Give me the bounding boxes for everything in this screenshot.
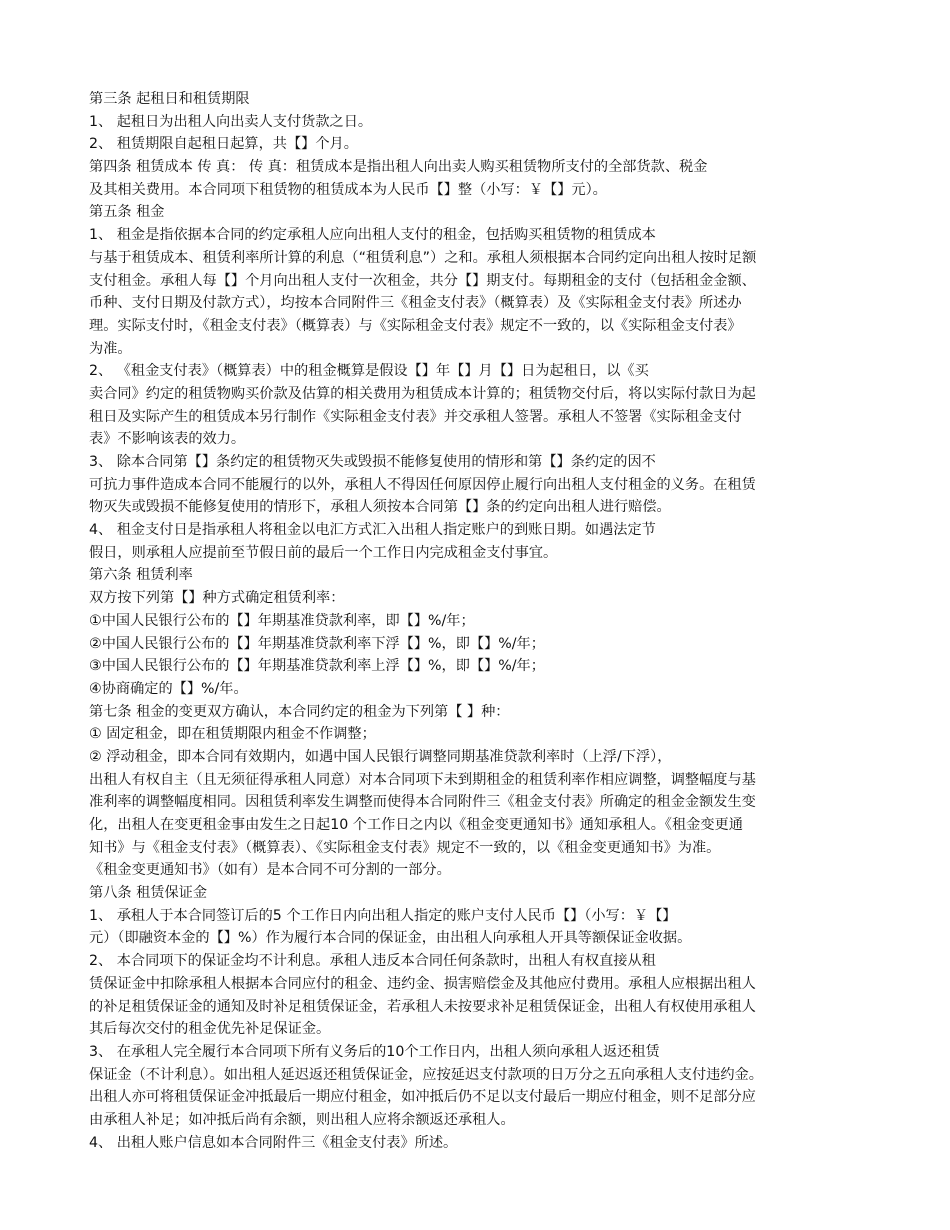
text-line: 1、 起租日为出租人向出卖人支付货款之日。 [89,113,373,130]
text-line: ② 浮动租金，即本合同有效期内，如遇中国人民银行调整同期基准贷款利率时（上浮/下浮）， [89,748,672,765]
text-line: 赁保证金中扣除承租人根据本合同应付的租金、违约金、损害赔偿金及其他应付费用。承租人应根据出租人 [89,975,756,992]
text-line: 与基于租赁成本、租赁利率所计算的利息（“租赁利息”）之和。承租人须根据本合同约定向出租人按时足额 [89,249,757,266]
text-line: 第七条 租金的变更双方确认，本合同约定的租金为下列第【 】种： [89,703,510,720]
text-line: ①中国人民银行公布的【】年期基准贷款利率，即【】%/年； [89,612,475,629]
text-line: 2、 租赁期限自起租日起算，共【】个月。 [89,136,358,153]
text-line: ④协商确定的【】%/年。 [89,680,248,697]
text-line: 3、 除本合同第【】条约定的租赁物灭失或毁损不能修复使用的情形和第【】条约定的因不 [89,454,656,470]
text-line: 为准。 [89,340,132,357]
text-line: 4、 出租人账户信息如本合同附件三《租金支付表》所述。 [89,1134,458,1151]
text-line: 表》不影响该表的效力。 [89,431,246,448]
text-line: 币种、支付日期及付款方式），均按本合同附件三《租金支付表》（概算表）及《实际租金支付表》所述办 [89,295,742,312]
text-line: 物灭失或毁损不能修复使用的情形下，承租人须按本合同第【】条的约定向出租人进行赔偿。 [89,499,671,516]
text-line: 4、 租金支付日是指承租人将租金以电汇方式汇入出租人指定账户的到账日期。如遇法定节 [89,522,656,539]
text-line: 2、 本合同项下的保证金均不计利息。承租人违反本合同任何条款时，出租人有权直接从租 [89,953,656,970]
text-line: ③中国人民银行公布的【】年期基准贷款利率上浮【】%，即【】%/年； [89,658,545,675]
text-line: 由承租人补足；如冲抵后尚有余额，则出租人应将余额返还承租人。 [89,1111,515,1128]
text-line: ① 固定租金，即在租赁期限内租金不作调整； [89,726,376,743]
text-line: 第六条 租赁利率 [89,567,193,584]
document-body [89,88,864,1154]
text-line: 3、 在承租人完全履行本合同项下所有义务后的10个工作日内，出租人须向承租人返还租赁 [89,1043,660,1060]
text-line: 2、 《租金支付表》（概算表）中的租金概算是假设【】年【】月【】日为起租日，以《买 [89,363,649,380]
text-line: 第五条 租金 [89,204,165,221]
text-line: 理。实际支付时，《租金支付表》（概算表）与《实际租金支付表》规定不一致的，以《实际租金支付表》 [89,317,742,334]
text-line: 第四条 租赁成本 传 真： 传 真：租赁成本是指出租人向出卖人购买租赁物所支付的全部货款、税金 [89,159,708,176]
text-line: 卖合同》约定的租赁物购买价款及估算的相关费用为租赁成本计算的；租赁物交付后，将以实际付款日为起 [89,385,756,402]
text-line: ②中国人民银行公布的【】年期基准贷款利率下浮【】%，即【】%/年； [89,635,545,652]
text-line: 第三条 起租日和租赁期限 [89,91,250,107]
text-line: 《租金变更通知书》（如有）是本合同不可分割的一部分。 [89,862,451,879]
text-line: 准利率的调整幅度相同。因租赁利率发生调整而使得本合同附件三《租金支付表》所确定的租金金额发生变 [89,794,756,811]
text-line: 的补足租赁保证金的通知及时补足租赁保证金，若承租人未按要求补足租赁保证金，出租人有权使用承租人 [89,998,756,1015]
text-line: 1、 承租人于本合同签订后的5 个工作日内向出租人指定的账户支付人民币【】（小写：￥【】 [89,907,677,924]
text-line: 保证金（不计利息）。如出租人延迟返还租赁保证金，应按延迟支付款项的日万分之五向承租人支付违约金。 [89,1066,763,1083]
text-line: 出租人有权自主（且无须征得承租人同意）对本合同项下未到期租金的租赁利率作相应调整，调整幅度与基 [89,771,756,788]
text-line: 第八条 租赁保证金 [89,885,208,902]
text-line: 双方按下列第【】种方式确定租赁利率： [89,590,345,607]
text-line: 知书》与《租金支付表》（概算表）、《实际租金支付表》规定不一致的，以《租金变更通知书》为准。 [89,839,721,856]
text-line: 假日，则承租人应提前至节假日前的最后一个工作日内完成租金支付事宜。 [89,544,558,561]
text-line: 化，出租人在变更租金事由发生之日起10 个工作日之内以《租金变更通知书》通知承租人。《租金变更通 [89,817,743,833]
text-line: 1、 租金是指依据本合同的约定承租人应向出租人支付的租金，包括购买租赁物的租赁成本 [89,227,656,244]
text-line: 可抗力事件造成本合同不能履行的以外，承租人不得因任何原因停止履行向出租人支付租金的义务。在租赁 [89,476,756,493]
text-line: 及其相关费用。本合同项下租赁物的租赁成本为人民币【】整（小写：￥【】元）。 [89,181,607,198]
text-line: 支付租金。承租人每【】个月向出租人支付一次租金，共分【】期支付。每期租金的支付（包括租金金额、 [89,272,756,289]
text-line: 租日及实际产生的租赁成本另行制作《实际租金支付表》并交承租人签署。承租人不签署《实际租金支付 [89,408,742,425]
text-line: 其后每次交付的租金优先补足保证金。 [89,1021,331,1038]
text-line: 出租人亦可将租赁保证金冲抵最后一期应付租金，如冲抵后仍不足以支付最后一期应付租金，则不足部分应 [89,1089,756,1106]
text-line: 元）（即融资本金的【】%）作为履行本合同的保证金，由出租人向承租人开具等额保证金收据。 [89,930,692,947]
